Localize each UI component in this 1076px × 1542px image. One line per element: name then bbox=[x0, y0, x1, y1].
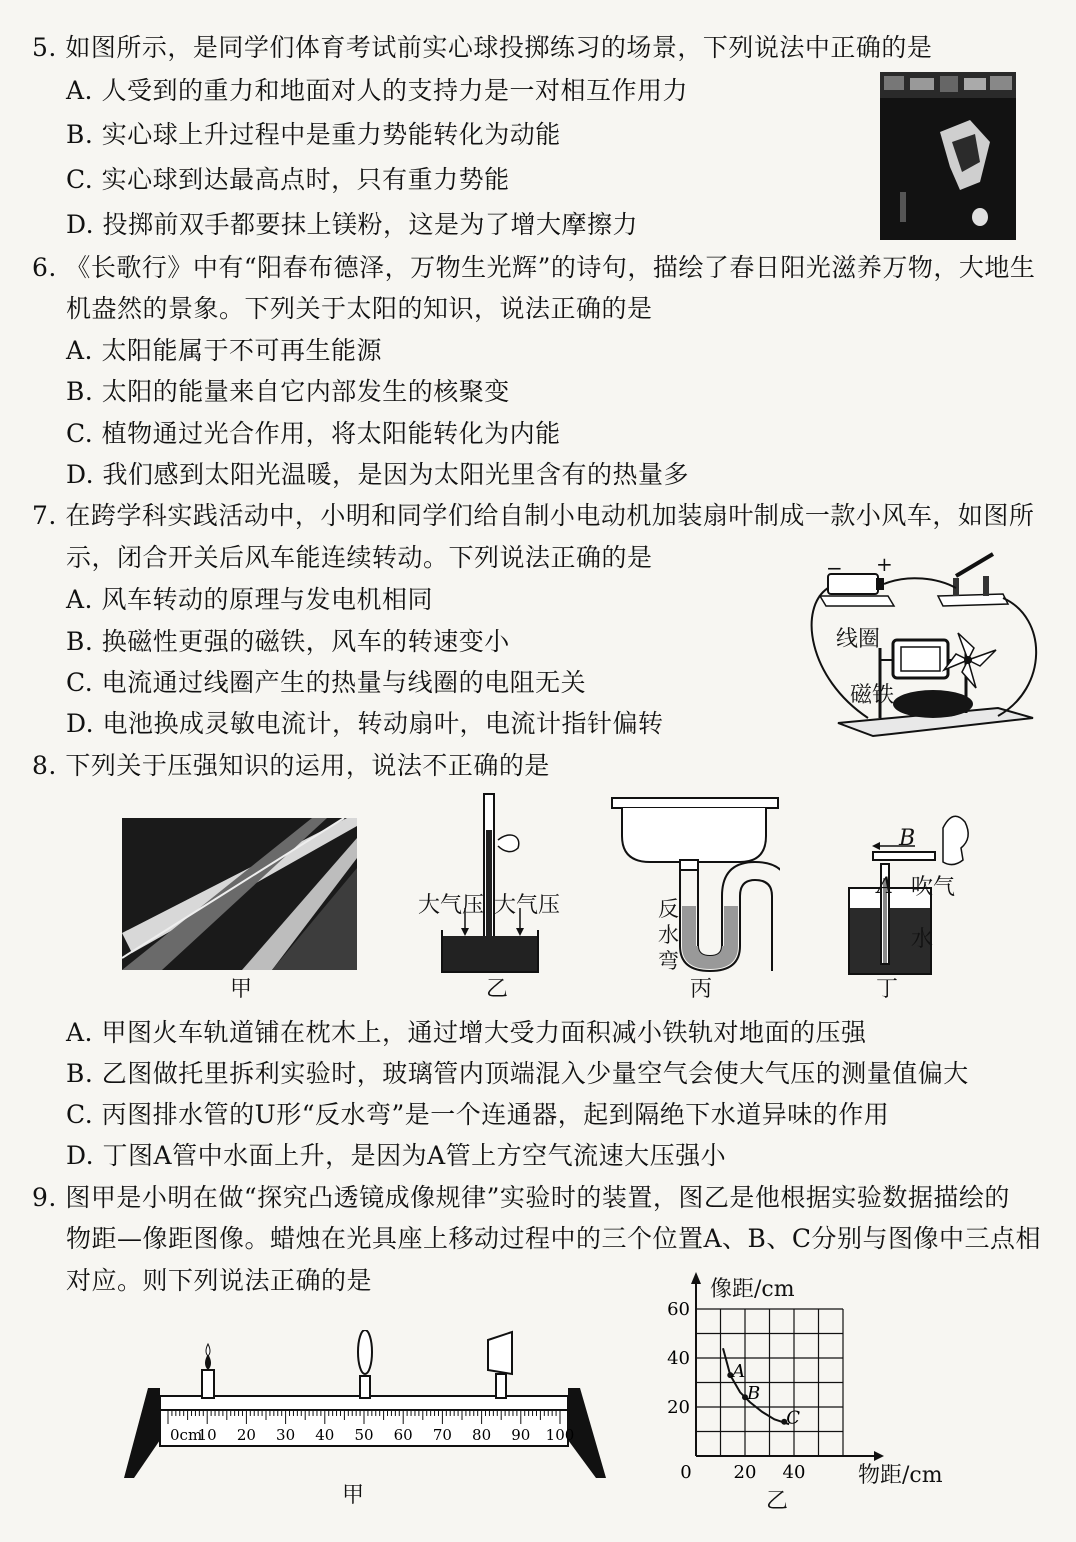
x-tick-label: 0 bbox=[680, 1462, 692, 1483]
x-axis-label: 物距/cm bbox=[858, 1463, 943, 1488]
q9-stem bbox=[32, 1183, 1010, 1213]
q8-number: 8. bbox=[32, 751, 57, 780]
q7-option-c: C. 电流通过线圈产生的热量与线圈的电阻无关 bbox=[66, 668, 587, 697]
fig-jia-caption: 甲 bbox=[230, 977, 253, 1002]
y-tick-label: 20 bbox=[667, 1397, 690, 1418]
ruler-label: 50 bbox=[354, 1426, 374, 1444]
fig-yi-caption: 乙 bbox=[486, 977, 509, 1002]
q5-stem bbox=[32, 33, 932, 63]
q6-stem-line1: 《长歌行》中有“阳春布德泽，万物生光辉”的诗句，描绘了春日阳光滋养万物，大地生 bbox=[65, 253, 1036, 282]
ruler-label: 100 bbox=[545, 1426, 575, 1444]
optical-bench-drawing bbox=[120, 1330, 610, 1480]
blow-tube-figure bbox=[835, 808, 975, 976]
blow-label: 吹气 bbox=[911, 875, 956, 900]
ruler-label: 30 bbox=[276, 1426, 296, 1444]
fig9-jia-caption: 甲 bbox=[342, 1483, 365, 1508]
battery-minus-label: − bbox=[826, 556, 843, 580]
q6-stem-line2: 机盎然的景象。下列关于太阳的知识，说法正确的是 bbox=[66, 294, 653, 323]
switch bbox=[938, 594, 1008, 606]
q7-number: 7. bbox=[32, 501, 57, 530]
x-tick-label: 20 bbox=[733, 1462, 757, 1483]
q5-option-d: D. 投掷前双手都要抹上镁粉，这是为了增大摩擦力 bbox=[66, 210, 639, 239]
atm-left-label: 大气压 bbox=[418, 893, 485, 918]
light-screen bbox=[488, 1332, 512, 1374]
battery-plus-label: + bbox=[876, 552, 893, 576]
y-tick-label: 60 bbox=[667, 1299, 690, 1320]
fig-ding-caption: 丁 bbox=[876, 977, 899, 1002]
q7-option-b: B. 换磁性更强的磁铁，风车的转速变小 bbox=[66, 627, 510, 656]
fig-bing-caption: 丙 bbox=[690, 977, 713, 1002]
railway-photo bbox=[122, 818, 357, 970]
fig9-yi-caption: 乙 bbox=[766, 1489, 789, 1514]
q7-stem-line2: 示，闭合开关后风车能连续转动。下列说法正确的是 bbox=[66, 543, 653, 572]
magnet bbox=[893, 690, 973, 718]
q7-option-a: A. 风车转动的原理与发电机相同 bbox=[66, 585, 433, 614]
graph-point-label-c: C bbox=[786, 1407, 800, 1429]
q5-stem-line1: 如图所示，是同学们体育考试前实心球投掷练习的场景，下列说法中正确的是 bbox=[65, 33, 933, 62]
ruler-label: 40 bbox=[315, 1426, 335, 1444]
q9-stem-line2: 物距—像距图像。蜡烛在光具座上移动过程中的三个位置A、B、C分别与图像中三点相 bbox=[66, 1224, 1042, 1253]
q8-option-a: A. 甲图火车轨道铺在枕木上，通过增大受力面积减小铁轨对地面的压强 bbox=[66, 1018, 867, 1047]
ruler-label: 70 bbox=[432, 1426, 452, 1444]
sink-trap-figure bbox=[610, 796, 780, 976]
graph-point-label-a: A bbox=[732, 1361, 746, 1383]
coil-label: 线圈 bbox=[836, 627, 881, 652]
water-label: 水 bbox=[911, 927, 934, 952]
graph-point-label-b: B bbox=[747, 1383, 761, 1405]
q6-option-d: D. 我们感到太阳光温暖，是因为太阳光里含有的热量多 bbox=[66, 460, 690, 489]
candle bbox=[202, 1370, 214, 1398]
shot-put-photo bbox=[880, 72, 1016, 240]
q5-option-a: A. 人受到的重力和地面对人的支持力是一对相互作用力 bbox=[66, 76, 688, 105]
fan-blades bbox=[944, 633, 996, 688]
q8-option-b: B. 乙图做托里拆利实验时，玻璃管内顶端混入少量空气会使大气压的测量值偏大 bbox=[66, 1059, 969, 1088]
tube-a-label: A bbox=[877, 874, 893, 899]
q5-option-c: C. 实心球到达最高点时，只有重力势能 bbox=[66, 165, 510, 194]
trap-label: 反水弯 bbox=[658, 897, 679, 973]
ruler-label: 80 bbox=[472, 1426, 492, 1444]
ruler-label: 90 bbox=[511, 1426, 531, 1444]
face-icon bbox=[943, 816, 968, 864]
q7-option-d: D. 电池换成灵敏电流计，转动扇叶，电流计指针偏转 bbox=[66, 709, 664, 738]
ruler-label: 60 bbox=[393, 1426, 413, 1444]
q8-stem bbox=[32, 751, 550, 781]
tube-b-label: B bbox=[899, 826, 916, 851]
q6-stem bbox=[32, 253, 1035, 283]
x-tick-label: 40 bbox=[782, 1462, 806, 1483]
y-axis-arrow-icon bbox=[691, 1272, 701, 1284]
q5-number: 5. bbox=[32, 33, 57, 62]
ruler-label: 0cm bbox=[170, 1426, 203, 1444]
q8-option-d: D. 丁图A管中水面上升，是因为A管上方空气流速大压强小 bbox=[66, 1141, 727, 1170]
q8-option-c: C. 丙图排水管的U形“反水弯”是一个连通器，起到隔绝下水道异味的作用 bbox=[66, 1100, 890, 1129]
q6-number: 6. bbox=[32, 253, 57, 282]
q7-stem-line1: 在跨学科实践活动中，小明和同学们给自制小电动机加装扇叶制成一款小风车，如图所 bbox=[65, 501, 1035, 530]
q9-stem-line1: 图甲是小明在做“探究凸透镜成像规律”实验时的装置，图乙是他根据实验数据描绘的 bbox=[65, 1183, 1010, 1212]
y-axis-label: 像距/cm bbox=[710, 1277, 795, 1302]
mercury-dish bbox=[443, 936, 537, 971]
torricelli-drawing bbox=[410, 790, 570, 975]
torricelli-figure bbox=[410, 790, 570, 975]
q6-option-c: C. 植物通过光合作用，将太阳能转化为内能 bbox=[66, 419, 561, 448]
windmill-motor-figure bbox=[798, 548, 1048, 748]
shot-put-photo-drawing bbox=[880, 72, 1016, 240]
railway-photo-drawing bbox=[122, 818, 357, 970]
q8-stem-line1: 下列关于压强知识的运用，说法不正确的是 bbox=[65, 751, 550, 780]
q6-option-b: B. 太阳的能量来自它内部发生的核聚变 bbox=[66, 377, 510, 406]
graph-points bbox=[727, 1361, 800, 1429]
y-tick-label: 40 bbox=[667, 1348, 690, 1369]
q5-option-b: B. 实心球上升过程中是重力势能转化为动能 bbox=[66, 120, 561, 149]
convex-lens bbox=[358, 1330, 372, 1374]
hand-icon bbox=[498, 835, 519, 852]
q6-option-a: A. 太阳能属于不可再生能源 bbox=[66, 336, 382, 365]
q9-number: 9. bbox=[32, 1183, 57, 1212]
tube-b bbox=[873, 852, 935, 860]
q7-stem bbox=[32, 501, 1034, 531]
graph-grid bbox=[696, 1309, 843, 1456]
ruler-label: 20 bbox=[236, 1426, 256, 1444]
sink-trap-drawing bbox=[610, 796, 780, 976]
image-distance-graph bbox=[662, 1270, 952, 1510]
ruler-label: 10 bbox=[197, 1426, 217, 1444]
magnet-label: 磁铁 bbox=[850, 683, 895, 708]
optical-bench-figure bbox=[120, 1330, 610, 1480]
sink-basin bbox=[622, 808, 766, 862]
q9-stem-line3: 对应。则下列说法正确的是 bbox=[66, 1266, 373, 1295]
atm-right-label: 大气压 bbox=[494, 893, 561, 918]
